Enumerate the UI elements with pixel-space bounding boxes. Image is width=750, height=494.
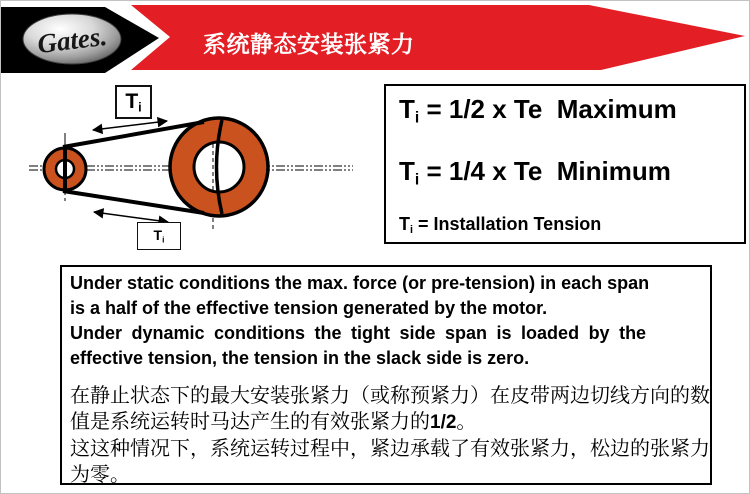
slide-title: 系统静态安装张紧力 (203, 31, 415, 57)
formula-line-3: $T_i$ = Installation Tension (399, 214, 602, 237)
formula-line-1: $T_i = 1/2$ x Te Maximum (399, 94, 677, 127)
en-line-4: effective tension, the tension in the slack side is zero. (70, 348, 530, 368)
belt-drive-diagram (1, 79, 371, 259)
ti-label-top-text: $T_i$ (125, 89, 142, 115)
ti-label-bottom (137, 222, 181, 250)
formula-box (384, 84, 746, 244)
cn-line-1: 在静止状态下的最大安装张紧力（或称预紧力）在皮带两边切线方向的数 (70, 385, 710, 407)
en-line-2: is a half of the effective tension generated by the motor. (70, 298, 548, 318)
formula-line-2: $T_i = 1/4$ x Te Minimum (399, 156, 671, 189)
en-line-1: Under static conditions the max. force (or pre-tension) in each span (70, 273, 650, 293)
english-paragraph (70, 271, 702, 371)
chinese-paragraph (70, 383, 710, 485)
gates-logo-text: Gates. (35, 20, 109, 60)
cn-line-4: 为零。 (70, 464, 130, 485)
tension-arrow-bottom (94, 212, 168, 222)
ti-label-bottom-text: $T_i$ (153, 227, 165, 245)
cn-line-2: 值是系统运转时马达产生的有效张紧力的1/2。 (70, 411, 477, 433)
cn-line-3: 这这种情况下，系统运转过程中，紧边承载了有效张紧力，松边的张紧力 (70, 438, 710, 460)
info-box (60, 265, 712, 485)
ti-label-top (115, 85, 152, 119)
en-line-3: Under dynamic conditions the tight side span is loaded by the (70, 323, 647, 343)
